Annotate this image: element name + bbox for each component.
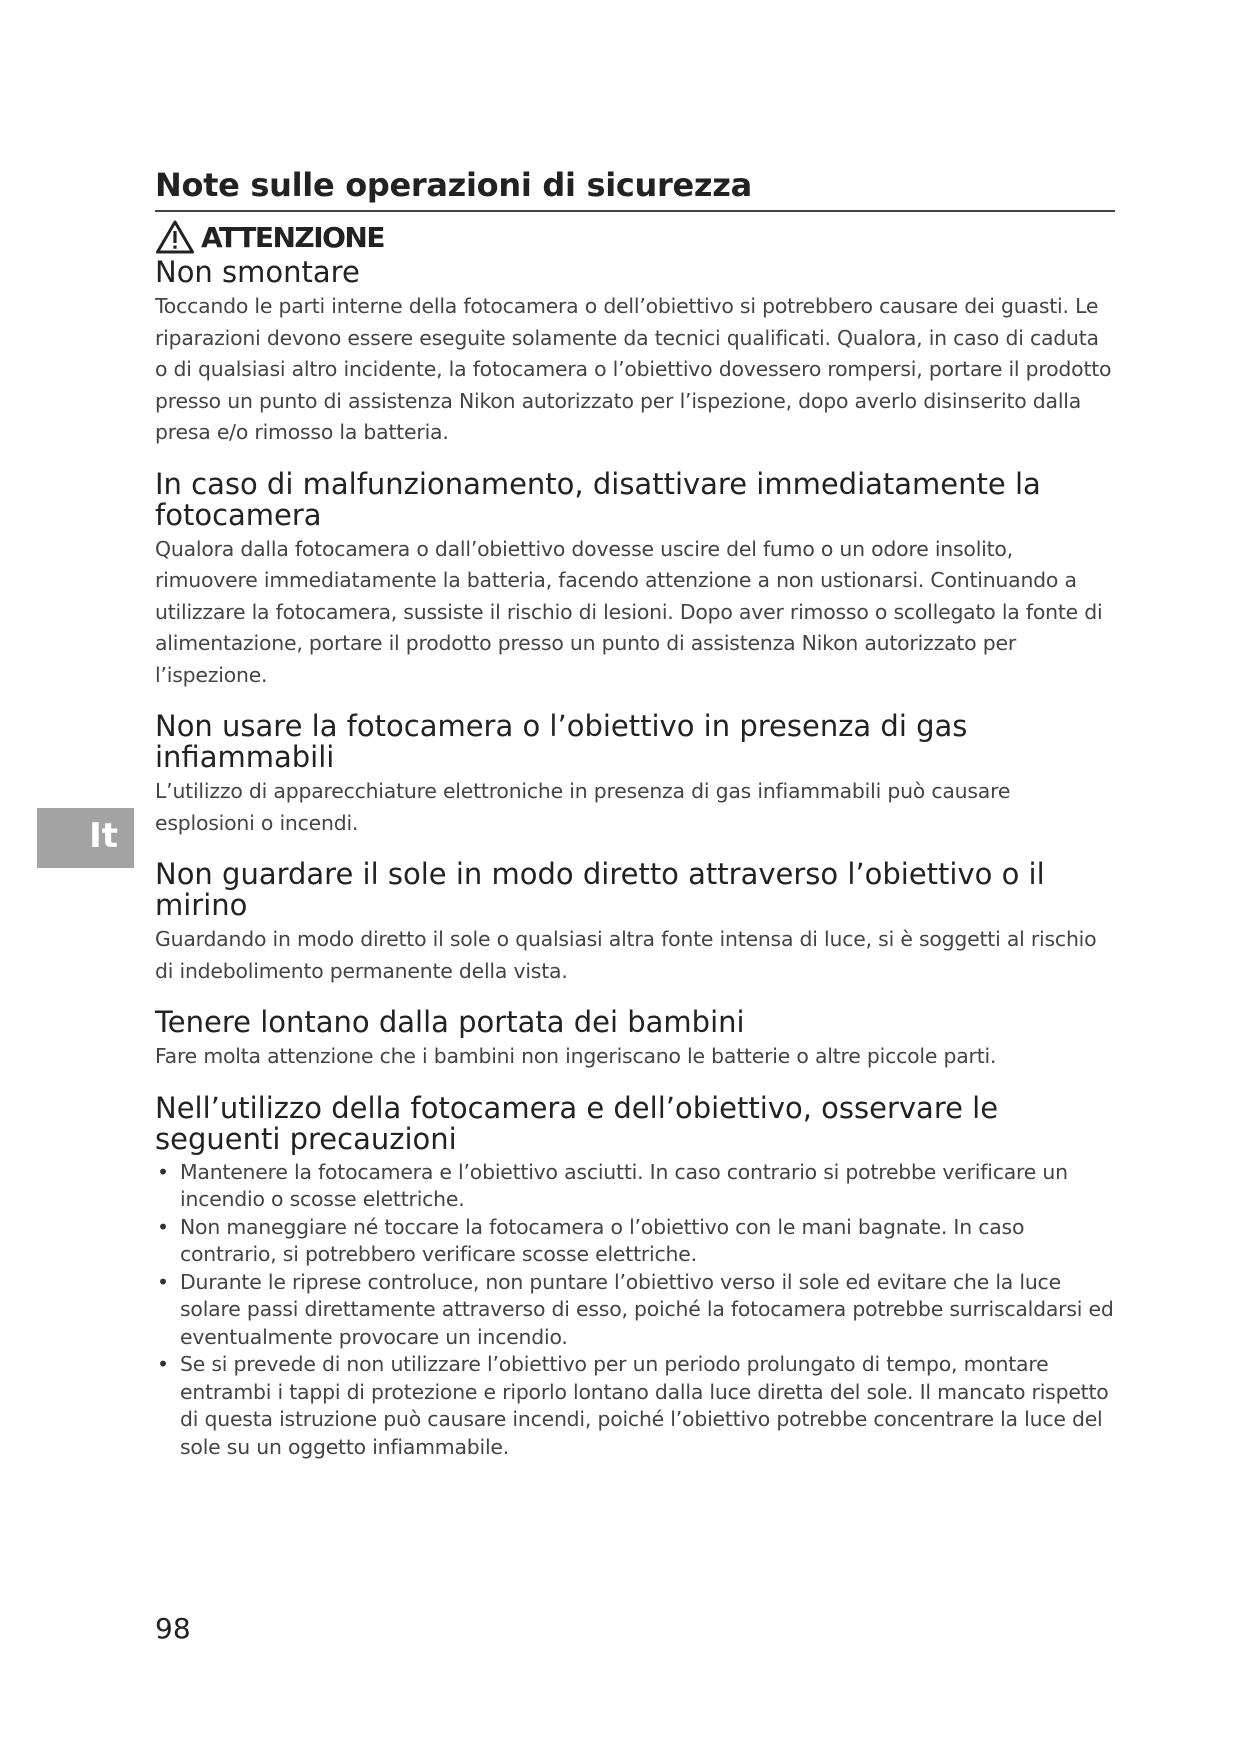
language-tab-label: It — [89, 816, 118, 856]
list-item-text: Durante le riprese controluce, non puntare l’obiettivo verso il sole ed evitare che la luce solare passi direttamente attraverso di esso, poiché la fotocamera potrebbe surriscaldarsi ed eventualmente provocare un incendio. — [180, 1269, 1114, 1349]
warning-header — [155, 219, 384, 255]
section-heading: Tenere lontano dalla portata dei bambini — [155, 1005, 745, 1039]
section-body: Toccando le parti interne della fotocamera o dell’obiettivo si potrebbero causare dei guasti. Le riparazioni devono essere eseguite solamente da tecnici qualificati. Qualora, in caso di caduta o di qualsiasi altro incidente, la fotocamera o l’obiettivo dovessero rompersi, portare il prodotto presso un punto di assistenza Nikon autorizzato per l’ispezione, dopo averlo disinserito dalla presa e/o rimosso la batteria. — [155, 294, 1112, 444]
precautions-list — [155, 1159, 1115, 1462]
bullet-icon: • — [157, 1352, 169, 1376]
warning-triangle-icon — [155, 219, 195, 255]
section-heading: Non smontare — [155, 255, 360, 289]
list-item-text: Mantenere la fotocamera e l’obiettivo asciutti. In caso contrario si potrebbe verificare un incendio o scosse elettriche. — [180, 1159, 1068, 1211]
title-divider — [155, 210, 1115, 212]
section-flammable-gas — [155, 711, 1115, 839]
list-item — [155, 1214, 1115, 1269]
section-heading: Non usare la fotocamera o l’obiettivo in presenza di gas infiammabili — [155, 709, 968, 774]
section-body: Fare molta attenzione che i bambini non ingeriscano le batterie o altre piccole parti. — [155, 1044, 997, 1068]
bullet-icon: • — [157, 1214, 169, 1239]
list-item — [155, 1351, 1115, 1461]
list-item-text: Non maneggiare né toccare la fotocamera o l’obiettivo con le mani bagnate. In caso contrario, si potrebbero verificare scosse elettriche. — [180, 1214, 1025, 1266]
section-malfunction — [155, 466, 1115, 692]
section-heading: Nell’utilizzo della fotocamera e dell’obiettivo, osservare le seguenti precauzioni — [155, 1090, 999, 1156]
list-item — [155, 1269, 1115, 1352]
section-disassembly — [155, 257, 1115, 449]
section-heading: Non guardare il sole in modo diretto attraverso l’obiettivo o il mirino — [155, 857, 1045, 922]
safety-content — [155, 257, 1115, 1461]
section-body: Guardando in modo diretto il sole o qualsiasi altra fonte intensa di luce, si è soggetti al rischio di indebolimento permanente della vista. — [155, 927, 1097, 983]
warning-label: ATTENZIONE — [201, 220, 384, 254]
section-body: Qualora dalla fotocamera o dall’obiettivo dovesse uscire del fumo o un odore insolito, rimuovere immediatamente la batteria, facendo attenzione a non ustionarsi. Continuando a utilizzare la fotocamera, sussiste il rischio di lesioni. Dopo aver rimosso o scollegato la fonte di alimentazione, portare il prodotto presso un punto di assistenza Nikon autorizzato per l’ispezione. — [155, 536, 1103, 687]
page-number: 98 — [155, 1612, 191, 1645]
section-heading: In caso di malfunzionamento, disattivare immediatamente la fotocamera — [155, 466, 1041, 532]
page-title: Note sulle operazioni di sicurezza — [155, 166, 752, 204]
section-precautions — [155, 1090, 1115, 1462]
bullet-icon: • — [157, 1159, 169, 1184]
section-body: L’utilizzo di apparecchiature elettroniche in presenza di gas infiammabili può causare esplosioni o incendi. — [155, 779, 1011, 835]
section-sun-viewing — [155, 859, 1115, 987]
section-children — [155, 1007, 1115, 1073]
language-tab — [37, 808, 134, 868]
list-item — [155, 1159, 1115, 1214]
list-item-text: Se si prevede di non utilizzare l’obiettivo per un periodo prolungato di tempo, montare entrambi i tappi di protezione e riporlo lontano dalla luce diretta del sole. Il mancato rispetto di questa istruzione può causare incendi, poiché l’obiettivo potrebbe concentrare la luce del sole su un oggetto infiammabile. — [180, 1352, 1109, 1459]
bullet-icon: • — [157, 1269, 169, 1294]
